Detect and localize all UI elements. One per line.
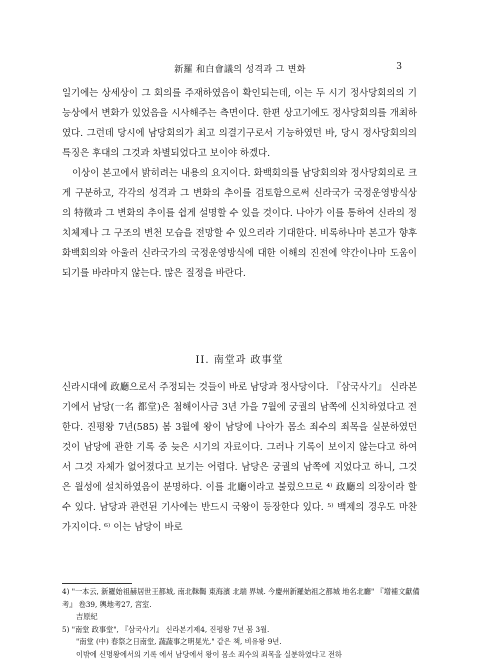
footnote-4-line-2: 吉原紀 xyxy=(62,611,420,624)
footnote-4-number: 4) xyxy=(62,587,69,596)
footnote-4-text: "一本云, 新羅始祖赫居世王都城, 南北靺鞨 東海濱 北端 界城. 今慶州新羅始祖之都城 地名北廳" 『增補文獻備考』 卷39, 輿地考27, 宮室. xyxy=(62,587,420,609)
footnote-5-line-1 xyxy=(62,624,420,637)
running-title: 新羅 和白會議의 성격과 그 변화 xyxy=(0,62,480,75)
section-body xyxy=(62,378,417,538)
footnote-4-line-1 xyxy=(62,586,420,611)
section-paragraph: 신라시대에 政廳으로서 주정되는 것들이 바로 남당과 정사당이다. 『삼국사기』 신라본기에서 남당(一名 都堂)은 첨해이사금 3년 가을 7월에 궁궐의 남쪽에 신치하였다고 전한다. 진평왕 7년(585) 봄 3월에 왕이 남당에 나아가 몸소 죄수의 죄목을 실분하였던 것이 남당에 관한 기록 중 늦은 시기의 자료이다. 그러나 기록이 보이지 않는다고 하여서 그것 자체가 없어졌다고 보기는 어렵다. 남당은 궁궐의 남쪽에 지었다고 하니, 그것은 월성에 설치하였음이 분명하다. 이를 北廳이라고 불렀으므로 ⁴⁾ 政廳의 의장이라 할 수 있다. 남당과 관련된 기사에는 반드시 국왕이 등장한다 있다. ⁵⁾ 백제의 경우도 마찬가지이다. ⁶⁾ 이는 남당이 바로 xyxy=(62,378,417,538)
page-number: 3 xyxy=(396,62,402,72)
footnote-5-number: 5) xyxy=(62,625,69,634)
footnote-5-line-3: 이밖에 신명왕에서의 기록 에서 남당에서 왕이 몸소 죄수의 죄목을 실분하였다고 전하 xyxy=(62,649,420,661)
intro-paragraph-2: 이상이 본고에서 밝히려는 내용의 요지이다. 화백회의를 남당회의와 정사당회의로 크게 구분하고, 각각의 성격과 그 변화의 추이를 검토함으로써 신라국가 국정운영방식상의 特徵과 그 변화의 추이를 쉽게 설명할 수 있을 것이다. 나아가 이를 통하여 신라의 정치체제나 그 구조의 변천 모습을 전망할 수 있으리라 기대한다. 비록하나마 본고가 향후 화백회의와 아울러 신라국가의 국정운영방식에 대한 이해의 진전에 약간이나마 도움이 되기를 바라마지 않는다. 많은 질정을 바란다. xyxy=(62,164,417,284)
running-header xyxy=(0,62,480,78)
section-heading: II. 南堂과 政事堂 xyxy=(62,351,417,366)
intro-text xyxy=(62,84,417,284)
footnote-5-line-2: "南堂 (中) 春祭之日南堂, 蔬蔬事之明晃光," 같은 책, 비유왕 9년. xyxy=(62,636,420,649)
footnotes xyxy=(62,586,420,661)
footnote-divider xyxy=(62,583,132,584)
intro-paragraph-1: 일기에는 상세상이 그 회의를 주재하였음이 확인되는데, 이는 두 시기 정사당회의의 기능상에서 변화가 있었음을 시사해주는 측면이다. 한편 상고기에도 정사당회의를 개최하였다. 그런데 당시에 남당회의가 최고 의결기구로서 기능하였던 바, 당시 정사당회의의 특징은 후대의 그것과 차별되었다고 보이야 하겠다. xyxy=(62,84,417,164)
footnote-5-text: "南堂 政事堂", 『삼국사기』 신라본기제4, 진평왕 7년 봄 3월. xyxy=(72,625,270,634)
